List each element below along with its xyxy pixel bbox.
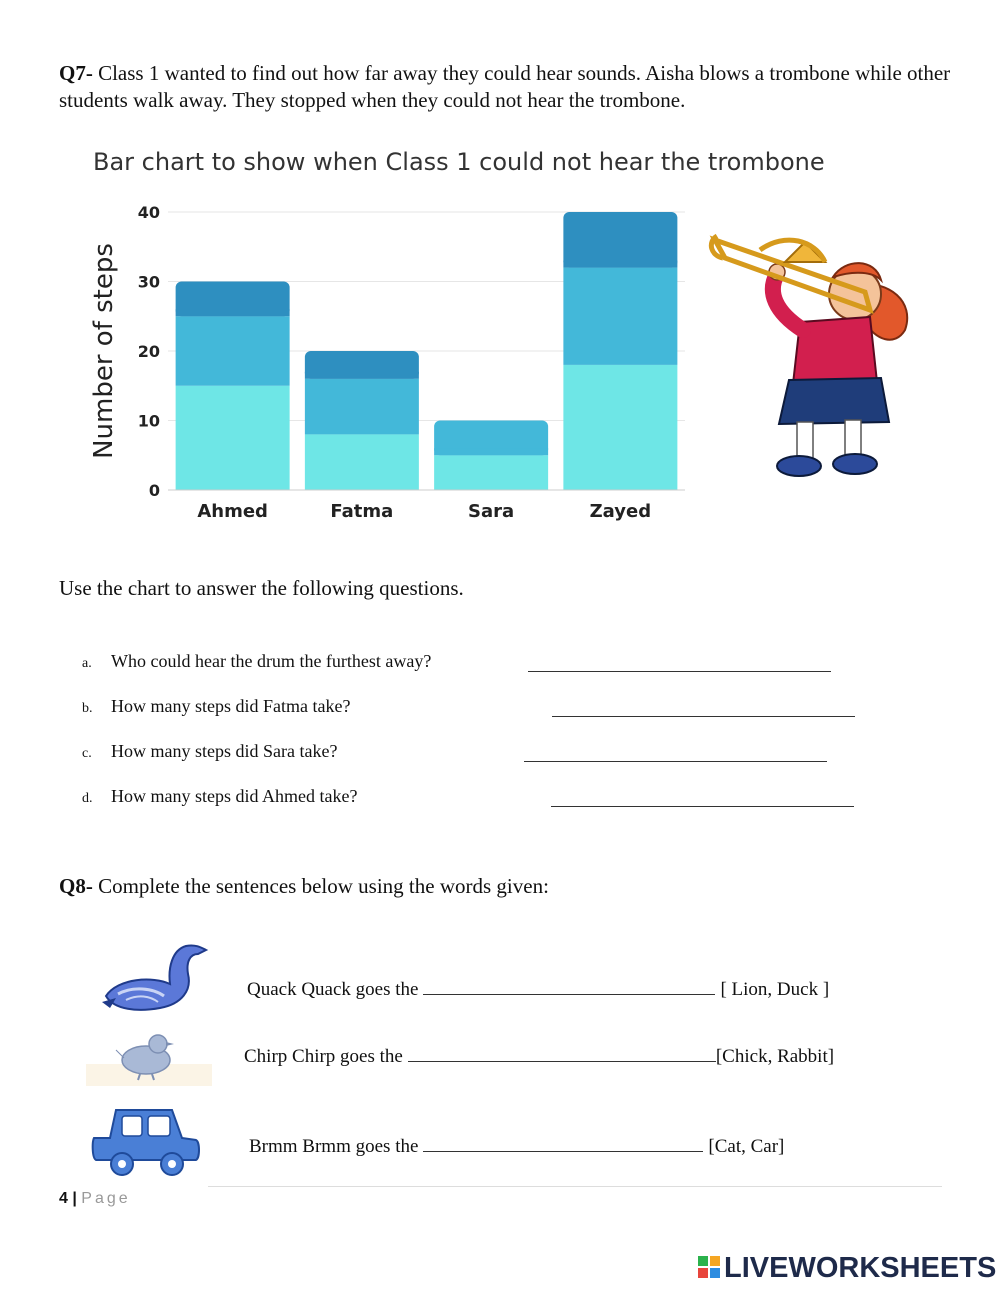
- page-footer: [59, 1190, 131, 1208]
- q8-label: Q8-: [59, 874, 93, 898]
- sentence-blank-car[interactable]: [423, 1135, 703, 1152]
- question-d: [82, 786, 357, 807]
- footer-rule: [208, 1186, 942, 1187]
- bar: [176, 282, 290, 491]
- sentence-blank-duck[interactable]: [423, 978, 715, 995]
- sentence-duck: [247, 978, 829, 1001]
- question-letter: b.: [82, 701, 93, 716]
- y-tick-label: 40: [137, 203, 160, 222]
- chick-icon: [86, 1030, 212, 1086]
- bar-chart: [60, 190, 700, 535]
- sentence-options: [ Lion, Duck ]: [720, 979, 830, 1000]
- bar-segment: [176, 316, 290, 386]
- bar-segment-corner: [305, 372, 419, 379]
- car-icon: [90, 1104, 202, 1180]
- bar-segment: [305, 434, 419, 490]
- answer-field-c[interactable]: [524, 761, 827, 762]
- y-tick-label: 0: [148, 481, 160, 500]
- y-tick-label: 30: [137, 272, 160, 292]
- question-letter: c.: [82, 746, 92, 761]
- sentence-chick: [244, 1045, 834, 1068]
- q7-paragraph: [59, 60, 959, 114]
- instruction-text: Use the chart to answer the following questions.: [59, 576, 464, 600]
- page-word: Page: [81, 1190, 131, 1207]
- sentence-options: [Cat, Car]: [708, 1136, 785, 1157]
- question-text: How many steps did Ahmed take?: [111, 786, 358, 806]
- sentence-text: Quack Quack goes the: [247, 979, 419, 1000]
- bar-segment: [563, 212, 677, 268]
- bar-segment-corner: [563, 261, 677, 268]
- duck-icon: [98, 938, 214, 1016]
- question-b: [82, 696, 350, 717]
- x-tick-label: Zayed: [589, 501, 652, 522]
- bar-segment: [434, 455, 548, 490]
- bar-segment: [563, 365, 677, 490]
- question-letter: a.: [82, 656, 92, 671]
- bar: [563, 212, 677, 490]
- sentence-blank-chick[interactable]: [408, 1045, 716, 1062]
- brand-name: LIVEWORKSHEETS: [724, 1252, 997, 1284]
- liveworksheets-logo-icon: [698, 1256, 720, 1280]
- answer-field-d[interactable]: [551, 806, 854, 807]
- page-number: 4: [59, 1190, 68, 1207]
- chart-title: Bar chart to show when Class 1 could not hear the trombone: [93, 148, 825, 176]
- question-a: [82, 651, 431, 672]
- q7-label: Q7-: [59, 61, 93, 85]
- page-separator: |: [72, 1190, 77, 1207]
- y-axis-label: Number of steps: [89, 243, 119, 459]
- answer-field-a[interactable]: [528, 671, 831, 672]
- q8-text: Complete the sentences below using the words given:: [98, 874, 549, 898]
- x-tick-label: Fatma: [330, 501, 394, 522]
- question-text: Who could hear the drum the furthest away?: [111, 651, 432, 671]
- y-tick-label: 10: [137, 411, 160, 431]
- question-letter: d.: [82, 791, 93, 806]
- bar-segment-corner: [176, 309, 290, 316]
- sentence-text: Brmm Brmm goes the: [249, 1136, 419, 1157]
- question-c: [82, 741, 337, 762]
- bar-segment-corner: [434, 448, 548, 455]
- question-text: How many steps did Fatma take?: [111, 696, 351, 716]
- sentence-car: [249, 1135, 784, 1158]
- bar-segment: [563, 268, 677, 365]
- x-tick-label: Ahmed: [197, 501, 268, 522]
- answer-field-b[interactable]: [552, 716, 855, 717]
- sentence-options: [Chick, Rabbit]: [715, 1046, 835, 1067]
- bar-segment: [305, 379, 419, 435]
- sentence-text: Chirp Chirp goes the: [244, 1046, 403, 1067]
- y-tick-label: 20: [137, 342, 160, 361]
- q8-heading: [59, 874, 549, 899]
- x-tick-label: Sara: [468, 501, 515, 522]
- trombone-girl-illustration: [705, 222, 930, 492]
- question-text: How many steps did Sara take?: [111, 741, 338, 761]
- q7-text: Class 1 wanted to find out how far away they could hear sounds. Aisha blows a trombone while other students walk away. They stopped when they could not hear the trombone.: [59, 61, 951, 112]
- bar: [434, 421, 548, 491]
- bar: [305, 351, 419, 490]
- bar-segment: [176, 386, 290, 490]
